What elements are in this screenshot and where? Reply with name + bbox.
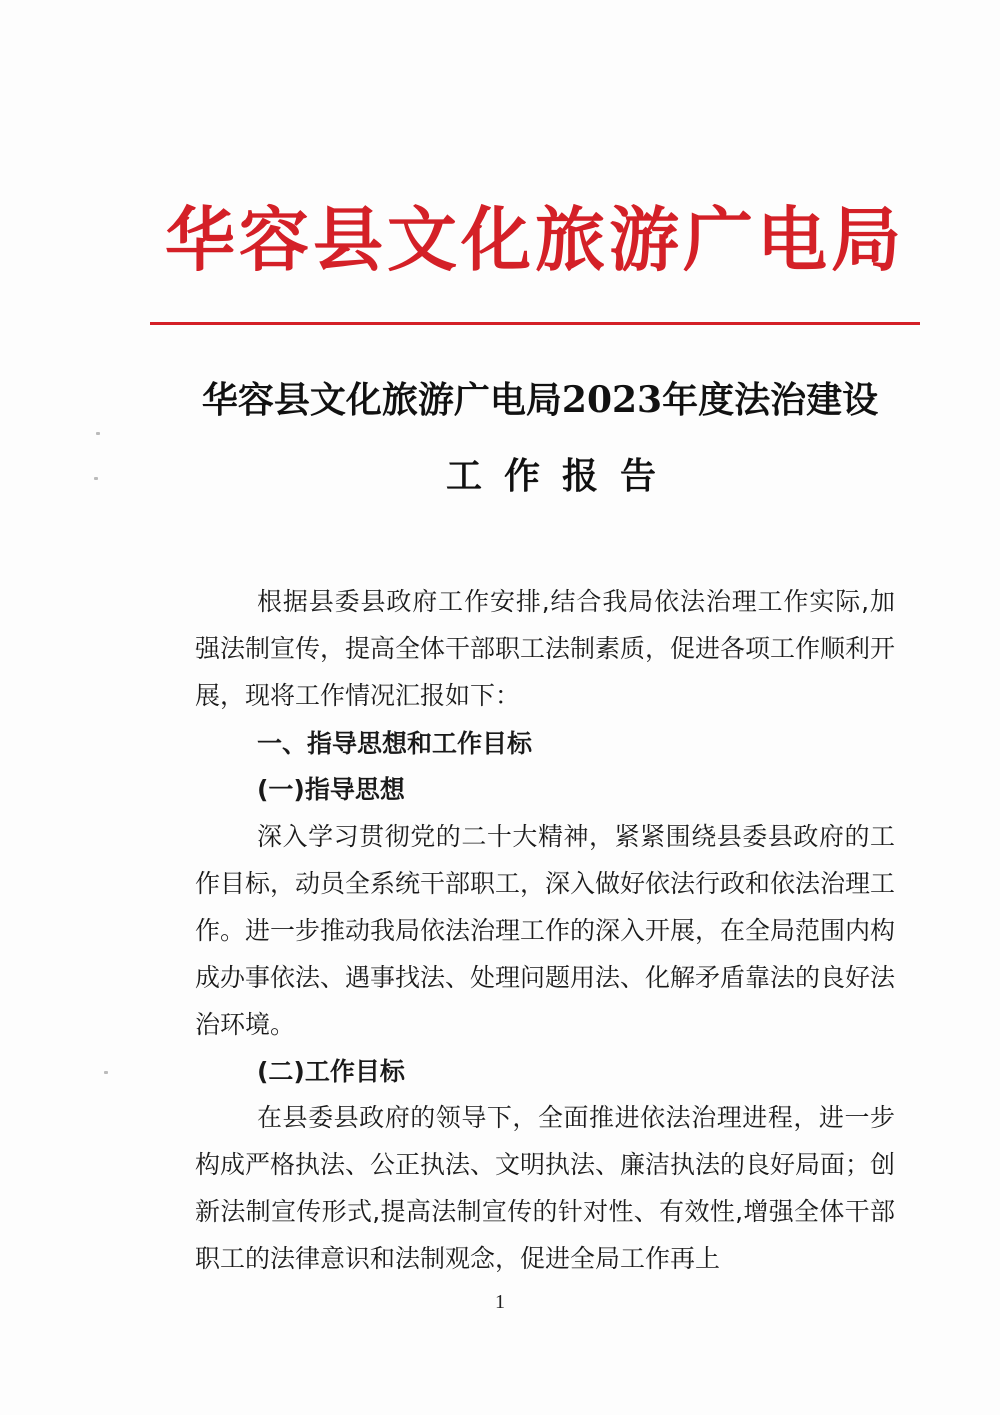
header-divider <box>150 322 920 325</box>
subsection-heading <box>195 766 895 813</box>
intro-paragraph <box>195 578 895 719</box>
document-title-line1: 华容县文化旅游广电局2023年度法治建设 <box>201 379 879 421</box>
scan-speck <box>96 432 100 435</box>
page-number: 1 <box>495 1291 505 1313</box>
sub2-heading: (二)工作目标 <box>257 1057 405 1086</box>
sub1-heading: (一)指导思想 <box>257 775 405 804</box>
work-goal-paragraph <box>195 1094 895 1282</box>
subsection-heading <box>195 1048 895 1095</box>
guiding-thought-paragraph <box>195 813 895 1048</box>
scan-speck <box>104 1071 108 1074</box>
scan-speck <box>94 477 98 480</box>
organization-header: 华容县文化旅游广电局 <box>165 199 905 281</box>
section-heading <box>195 720 895 767</box>
section1-heading: 一、指导思想和工作目标 <box>257 729 533 758</box>
document-title-line2: 工作报告 <box>445 455 678 497</box>
sub1-text: 深入学习贯彻党的二十大精神，紧紧围绕县委县政府的工作目标，动员全系统干部职工，深入做好依法行政和依法治理工作。进一步推动我局依法治理工作的深入开展，在全局范围内构成办事依法、遇事找法、处理问题用法、化解矛盾靠法的良好法治环境。 <box>195 822 896 1039</box>
sub2-text: 在县委县政府的领导下，全面推进依法治理进程，进一步构成严格执法、公正执法、文明执法、廉洁执法的良好局面；创新法制宣传形式,提高法制宣传的针对性、有效性,增强全体干部职工的法律意识和法制观念，促进全局工作再上 <box>195 1103 896 1273</box>
intro-text: 根据县委县政府工作安排,结合我局依法治理工作实际,加强法制宣传，提高全体干部职工法制素质，促进各项工作顺利开展，现将工作情况汇报如下： <box>195 587 896 710</box>
